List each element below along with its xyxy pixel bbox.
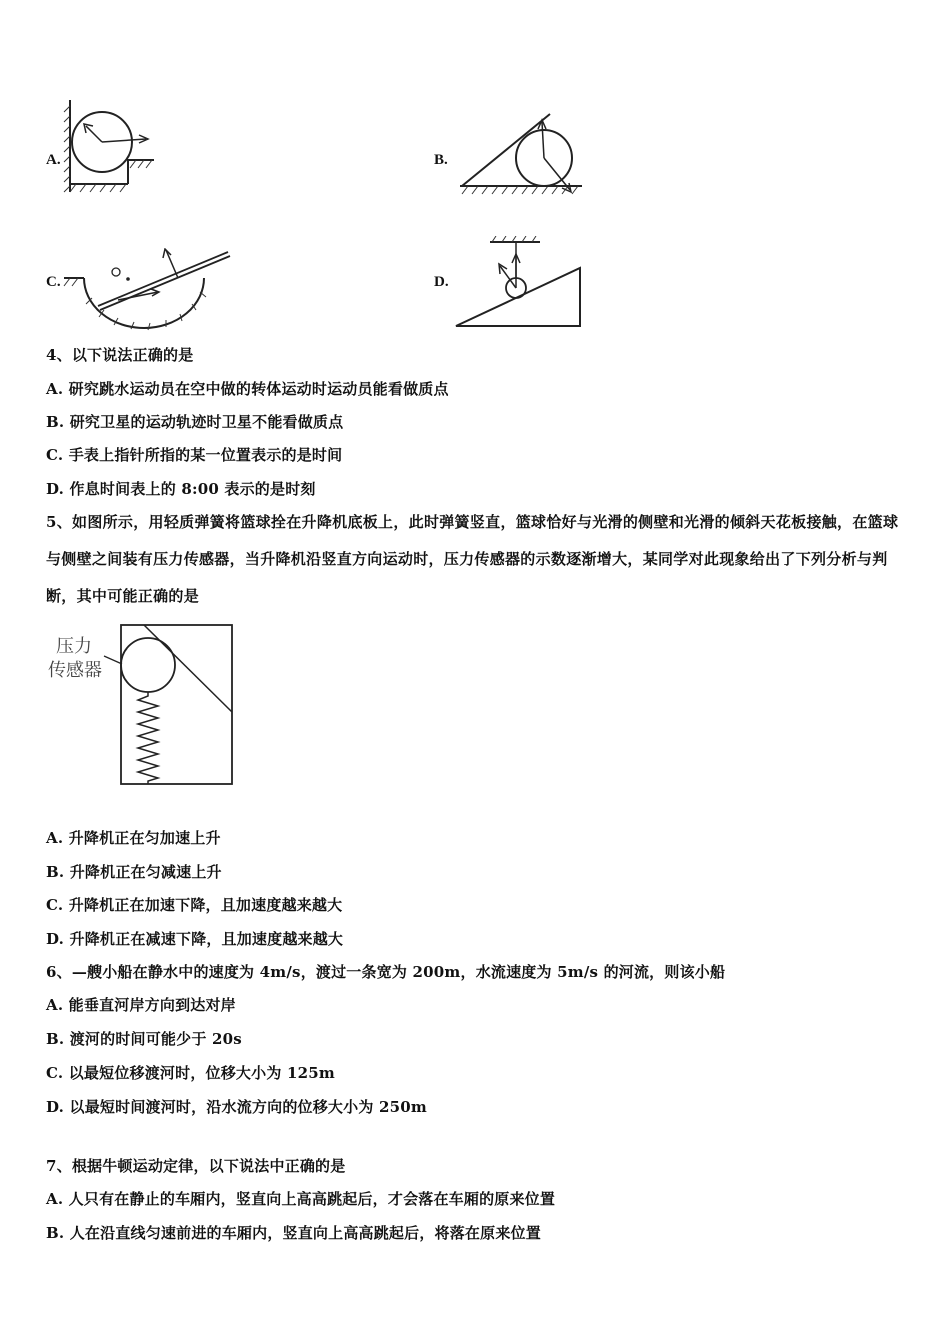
q4-option-c: C. 手表上指针所指的某一位置表示的是时间 <box>46 446 343 464</box>
q6-option-d: D. 以最短时间渡河时，沿水流方向的位移大小为 250m <box>46 1098 427 1116</box>
sensor-label-line2: 传感器 <box>48 660 102 681</box>
q7-option-a: A. 人只有在静止的车厢内，竖直向上高高跳起后，才会落在车厢的原来位置 <box>46 1190 556 1208</box>
elevator-diagram <box>46 620 246 792</box>
q5-figure <box>46 620 246 792</box>
figure-d-ball-ceiling-incline <box>452 236 586 332</box>
q5-option-c: C. 升降机正在加速下降，且加速度越来越大 <box>46 896 343 914</box>
figure-a-label: A. <box>46 152 61 168</box>
q7-stem: 7、根据牛顿运动定律，以下说法中正确的是 <box>46 1157 346 1175</box>
q5-stem: 5、如图所示，用轻质弹簧将篮球拴在升降机底板上，此时弹簧竖直，篮球恰好与光滑的侧壁和光滑的倾斜天花板接触，在篮球与侧壁之间装有压力传感器，当升降机沿竖直方向运动时，压力传感器的示数逐渐增大，某同学对此现象给出了下列分析与判断，其中可能正确的是 <box>46 513 899 605</box>
figure-b-label: B. <box>434 152 448 168</box>
q6-option-b: B. 渡河的时间可能少于 20s <box>46 1030 242 1048</box>
q5-option-b: B. 升降机正在匀减速上升 <box>46 863 222 881</box>
figure-c-rod-bowl <box>62 248 232 332</box>
figure-a-ball-wall-step <box>62 96 162 202</box>
q4-option-b: B. 研究卫星的运动轨迹时卫星不能看做质点 <box>46 413 344 431</box>
q4-option-d: D. 作息时间表上的 8:00 表示的是时刻 <box>46 480 316 498</box>
q6-option-a: A. 能垂直河岸方向到达对岸 <box>46 996 236 1014</box>
figure-b-ball-incline <box>456 110 586 202</box>
q5-option-d: D. 升降机正在减速下降，且加速度越来越大 <box>46 930 344 948</box>
q4-option-a: A. 研究跳水运动员在空中做的转体运动时运动员能看做质点 <box>46 380 449 398</box>
sensor-label-line1: 压力 <box>56 636 92 657</box>
q7-option-b: B. 人在沿直线匀速前进的车厢内，竖直向上高高跳起后，将落在原来位置 <box>46 1224 541 1242</box>
q6-option-c: C. 以最短位移渡河时，位移大小为 125m <box>46 1064 335 1082</box>
q4-stem: 4、以下说法正确的是 <box>46 346 194 364</box>
figure-c-label: C. <box>46 274 61 290</box>
figure-d-label: D. <box>434 274 449 290</box>
q6-stem: 6、—艘小船在静水中的速度为 4m/s，渡过一条宽为 200m，水流速度为 5m/s 的河流，则该小船 <box>46 963 726 981</box>
q5-option-a: A. 升降机正在匀加速上升 <box>46 829 221 847</box>
